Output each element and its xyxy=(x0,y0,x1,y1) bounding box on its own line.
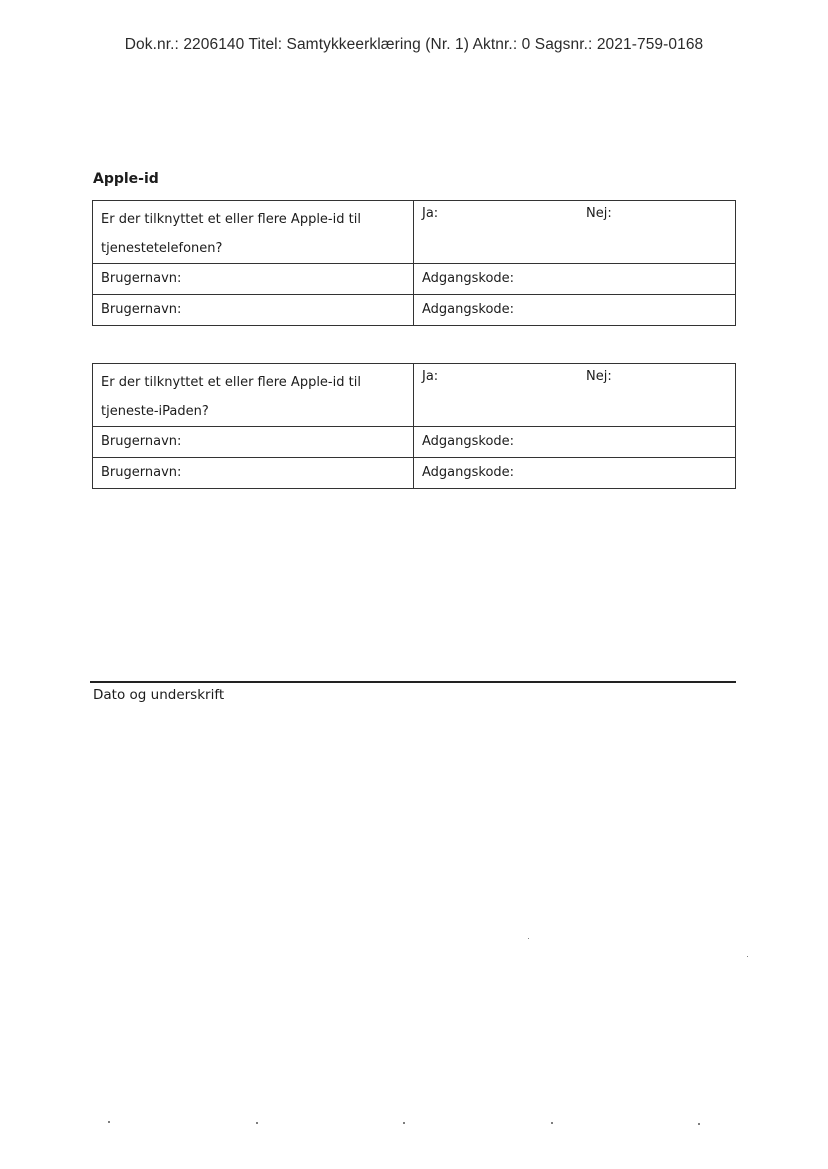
answer-cell[interactable] xyxy=(414,201,736,264)
answer-cell[interactable] xyxy=(414,364,736,427)
username-cell[interactable] xyxy=(93,427,414,458)
scan-speck xyxy=(747,956,748,957)
password-label: Adgangskode: xyxy=(422,434,515,449)
password-cell[interactable] xyxy=(414,427,736,458)
username-label: Brugernavn: xyxy=(101,302,182,317)
yes-label: Ja: xyxy=(422,369,439,384)
table-row xyxy=(93,427,736,458)
table-row xyxy=(93,201,736,264)
question-text: Er der tilknyttet et eller flere Apple-id til tjeneste-iPaden? xyxy=(101,375,361,419)
apple-id-ipad-table xyxy=(92,363,736,489)
question-cell xyxy=(93,364,414,427)
table-row xyxy=(93,295,736,326)
password-cell[interactable] xyxy=(414,295,736,326)
username-label: Brugernavn: xyxy=(101,271,182,286)
username-label: Brugernavn: xyxy=(101,465,182,480)
signature-label: Dato og underskrift xyxy=(93,687,225,703)
password-label: Adgangskode: xyxy=(422,465,515,480)
no-label: Nej: xyxy=(586,206,612,221)
username-cell[interactable] xyxy=(93,264,414,295)
no-label: Nej: xyxy=(586,369,612,384)
yes-label: Ja: xyxy=(422,206,439,221)
question-text: Er der tilknyttet et eller flere Apple-id til tjenestetelefonen? xyxy=(101,212,361,256)
password-cell[interactable] xyxy=(414,458,736,489)
username-cell[interactable] xyxy=(93,295,414,326)
scan-speck xyxy=(528,938,529,939)
scan-speck xyxy=(403,1122,405,1124)
scan-speck xyxy=(698,1123,700,1125)
table-row xyxy=(93,264,736,295)
scan-speck xyxy=(551,1122,553,1124)
scan-speck xyxy=(108,1121,110,1123)
question-cell xyxy=(93,201,414,264)
password-label: Adgangskode: xyxy=(422,271,515,286)
password-cell[interactable] xyxy=(414,264,736,295)
scan-speck xyxy=(256,1122,258,1124)
table-row xyxy=(93,364,736,427)
password-label: Adgangskode: xyxy=(422,302,515,317)
signature-line[interactable] xyxy=(90,681,736,683)
section-title: Apple-id xyxy=(93,171,159,187)
document-header: Dok.nr.: 2206140 Titel: Samtykkeerklæring (Nr. 1) Aktnr.: 0 Sagsnr.: 2021-759-0168 xyxy=(124,36,704,53)
apple-id-phone-table xyxy=(92,200,736,326)
username-label: Brugernavn: xyxy=(101,434,182,449)
username-cell[interactable] xyxy=(93,458,414,489)
table-row xyxy=(93,458,736,489)
